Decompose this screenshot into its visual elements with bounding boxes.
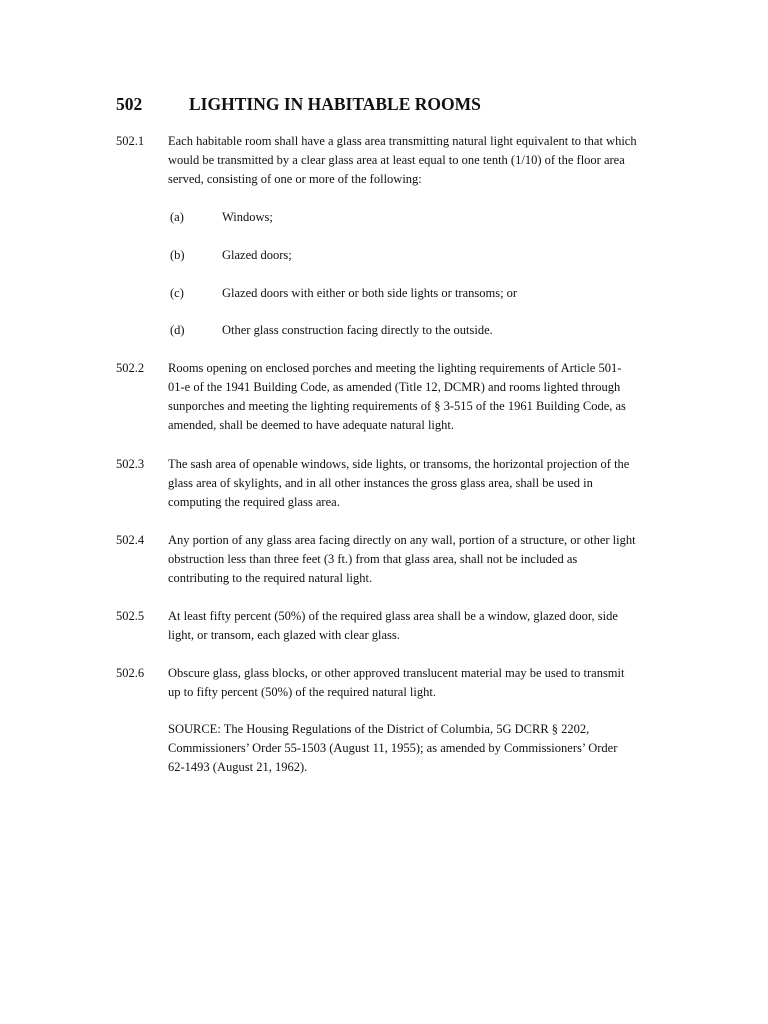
- text-line: sunporches and meeting the lighting requirements of § 3-515 of the 1961 Building Code, as: [168, 399, 626, 413]
- subsection-text-502-5: [168, 607, 658, 645]
- text-line: Any portion of any glass area facing directly on any wall, portion of a structure, or other light: [168, 533, 636, 547]
- text-line: glass area of skylights, and in all other instances the gross glass area, shall be used in: [168, 476, 593, 490]
- text-line: contributing to the required natural light.: [168, 571, 373, 585]
- text-line: 62-1493 (August 21, 1962).: [168, 760, 308, 774]
- list-item-text: Glazed doors with either or both side lights or transoms; or: [222, 286, 518, 300]
- subsection-number-502-2: 502.2: [116, 361, 145, 375]
- list-item-text: Windows;: [222, 210, 273, 224]
- list-item-letter: (b): [170, 248, 185, 262]
- list-item-letter: (d): [170, 323, 185, 337]
- text-line: would be transmitted by a clear glass area at least equal to one tenth (1/10) of the floor area: [168, 153, 625, 167]
- text-line: obstruction less than three feet (3 ft.) from that glass area, shall not be included as: [168, 552, 578, 566]
- list-item-text: Glazed doors;: [222, 248, 292, 262]
- text-line: At least fifty percent (50%) of the required glass area shall be a window, glazed door, side: [168, 609, 618, 623]
- subsection-text-502-3: [168, 455, 658, 512]
- text-line: light, or transom, each glazed with clear glass.: [168, 628, 400, 642]
- subsection-number-502-6: 502.6: [116, 666, 145, 680]
- text-line: Obscure glass, glass blocks, or other approved translucent material may be used to transmit: [168, 666, 625, 680]
- subsection-number-502-4: 502.4: [116, 533, 145, 547]
- text-line: SOURCE: The Housing Regulations of the District of Columbia, 5G DCRR § 2202,: [168, 722, 590, 736]
- section-title: LIGHTING IN HABITABLE ROOMS: [189, 94, 481, 114]
- text-line: 01-e of the 1941 Building Code, as amended (Title 12, DCMR) and rooms lighted through: [168, 380, 621, 394]
- subsection-text-502-4: [168, 531, 658, 588]
- subsection-number-502-1: 502.1: [116, 134, 145, 148]
- source-note: [168, 720, 658, 777]
- text-line: amended, shall be deemed to have adequate natural light.: [168, 418, 454, 432]
- text-line: Each habitable room shall have a glass area transmitting natural light equivalent to that which: [168, 134, 637, 148]
- subsection-number-502-3: 502.3: [116, 457, 145, 471]
- text-line: served, consisting of one or more of the following:: [168, 172, 422, 186]
- section-number: 502: [116, 94, 143, 114]
- list-item-letter: (a): [170, 210, 184, 224]
- list-item-letter: (c): [170, 286, 184, 300]
- subsection-number-502-5: 502.5: [116, 609, 145, 623]
- text-line: The sash area of openable windows, side lights, or transoms, the horizontal projection of the: [168, 457, 630, 471]
- text-line: computing the required glass area.: [168, 495, 340, 509]
- subsection-text-502-1: [168, 132, 658, 189]
- text-line: Commissioners’ Order 55-1503 (August 11, 1955); as amended by Commissioners’ Order: [168, 741, 618, 755]
- text-line: Rooms opening on enclosed porches and meeting the lighting requirements of Article 501-: [168, 361, 622, 375]
- subsection-text-502-2: [168, 359, 658, 435]
- text-line: up to fifty percent (50%) of the required natural light.: [168, 685, 436, 699]
- list-item-text: Other glass construction facing directly to the outside.: [222, 323, 493, 337]
- subsection-text-502-6: [168, 664, 658, 702]
